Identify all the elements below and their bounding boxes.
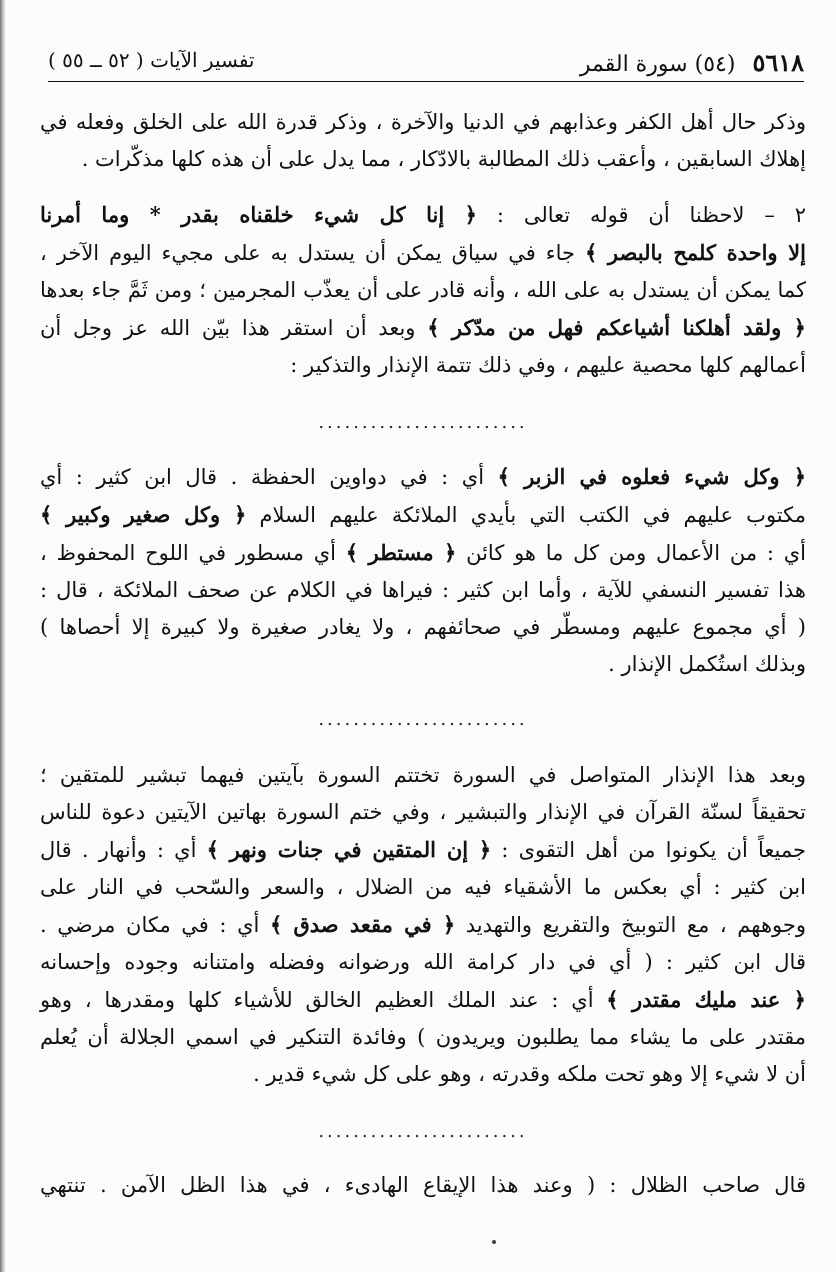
text-line: تحقيقاً لسنّة القرآن في الإنذار والتبشير ، وفي ختم السورة بهاتين الآيتين دعوة للناس [40,800,806,824]
paragraph-5 [40,1167,806,1204]
text-line: أن لا شيء إلا وهو تحت ملكه وقدرته ، وهو على كل شيء قدير . [253,1062,806,1086]
text-line: وذكر حال أهل الكفر وعذابهم في الدنيا والآخرة ، وذكر قدرة الله على الخلق وفعله في [40,110,806,134]
text-line: وبذلك استُكمل الإنذار . [608,652,806,676]
paragraph-3 [40,458,806,683]
text-line: ﴿ عند مليك مقتدر ﴾ أي : عند الملك العظيم الخالق للأشياء كلها ومقدرها ، وهو [40,987,806,1012]
main-text [40,104,806,1204]
section-separator: ........................ [318,709,528,730]
text-line: قال ابن كثير : ( أي في دار كرامة الله ورضوانه وفضله وامتنانه وجوده وإحسانه [40,950,806,974]
text-line: أي : من الأعمال ومن كل ما هو كائن ﴿ مستطر ﴾ أي مسطور في اللوح المحفوظ ، [40,540,806,565]
text-line: قال صاحب الظلال : ( وعند هذا الإيقاع الهادىء ، في هذا الظل الآمن . تنتهي [40,1173,806,1197]
running-header [48,40,804,80]
header-right [580,48,804,77]
paragraph-4 [40,757,806,1093]
text-line: ابن كثير : أي بعكس ما الأشقياء فيه من الضلال ، والسعر والسّحب في النار على [40,875,806,899]
text-line: ٢ – لاحظنا أن قوله تعالى : ﴿ إنا كل شيء خلقناه بقدر * وما أمرنا [40,202,806,227]
text-line: إهلاك السابقين ، وأعقب ذلك المطالبة بالادّكار ، مما يدل على أن هذه كلها مذكّرات . [81,147,806,171]
text-line: هذا تفسير النسفي للآية ، وأما ابن كثير : فيراها في الكلام عن صحف الملائكة ، قال : [40,578,806,602]
text-line: أعمالهم كلها محصية عليهم ، وفي ذلك تتمة الإنذار والتذكير : [290,353,806,377]
text-line: كما يمكن أن يستدل به على الله ، وأنه قادر على أن يعذّب المجرمين ؛ ومن ثَمَّ جاء بعدها [40,278,806,302]
text-line: مقتدر على ما يشاء مما يطلبون ويريدون ) وفائدة التنكير في اسمي الجلالة أن يُعلم [40,1025,806,1049]
text-line: ﴿ ولقد أهلكنا أشياعكم فهل من مدّكر ﴾ وبعد أن استقر هذا بيّن الله عز وجل أن [40,315,806,340]
paragraph-1 [40,104,806,178]
text-line: ﴿ وكل شيء فعلوه في الزبر ﴾ أي : في دواوين الحفظة . قال ابن كثير : أي [40,464,806,489]
print-speck [492,1240,496,1244]
section-title: تفسير الآيات ( ٥٢ ــ ٥٥ ) [48,48,255,72]
text-line: إلا واحدة كلمح بالبصر ﴾ جاء في سياق يمكن أن يستدل به على مجيء اليوم الآخر ، [40,240,806,265]
page-number: ٥٦١٨ [752,48,804,77]
section-separator: ........................ [318,412,528,433]
header-rule [48,81,804,82]
text-line: وبعد هذا الإنذار المتواصل في السورة تختتم السورة بآيتين فيهما تبشير للمتقين ؛ [40,763,806,787]
text-line: وجوههم ، مع التوبيخ والتقريع والتهديد ﴿ في مقعد صدق ﴾ أي : في مكان مرضي . [40,912,806,937]
text-line: ( أي مجموع عليهم ومسطّر في صحائفهم ، ولا يغادر صغيرة ولا كبيرة إلا أحصاها ) [40,615,806,639]
section-separator: ........................ [318,1121,528,1142]
surah-title: (٥٤) سورة القمر [579,52,736,77]
text-line: جميعاً أن يكونوا من أهل التقوى : ﴿ إن المتقين في جنات ونهر ﴾ أي : وأنهار . قال [40,837,806,862]
text-line: مكتوب عليهم في الكتب التي بأيدي الملائكة عليهم السلام ﴿ وكل صغير وكبير ﴾ [40,502,806,527]
paragraph-2 [40,196,806,384]
page-edge-shadow [0,0,6,1272]
